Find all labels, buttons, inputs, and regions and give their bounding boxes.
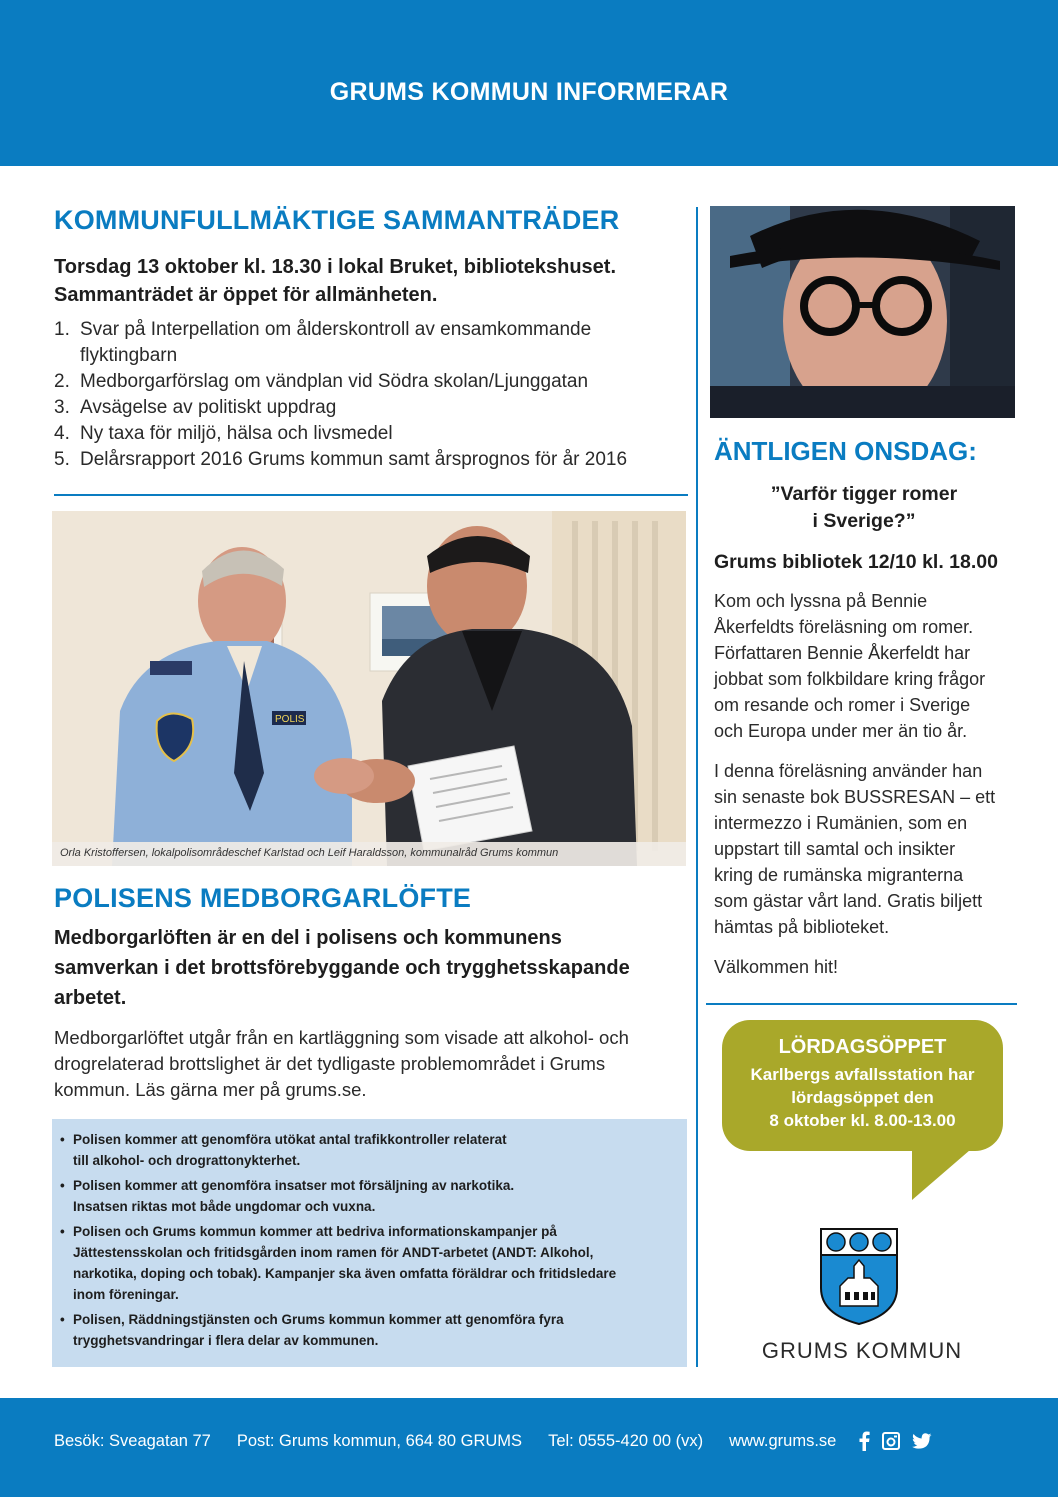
police-title: POLISENS MEDBORGARLÖFTE bbox=[54, 883, 472, 913]
footer-web-link[interactable]: www.grums.se bbox=[729, 1431, 837, 1450]
agenda-item bbox=[54, 421, 688, 447]
police-lead-line: Medborgarlöften är en del i polisens och kommunens bbox=[54, 927, 562, 949]
event-paragraph-2 bbox=[710, 758, 1018, 940]
event-text-line: om resande och romer i Sverige bbox=[714, 695, 971, 715]
police-body-line: drogrelaterad brottslighet är det tydligaste problemområdet i Grums bbox=[54, 1053, 606, 1074]
event-text-line: sin senaste bok BUSSRESAN – ett bbox=[714, 787, 996, 807]
event-welcome: Välkommen hit! bbox=[714, 957, 839, 977]
agenda-item bbox=[54, 369, 688, 395]
side-divider bbox=[706, 1003, 1017, 1005]
footer bbox=[0, 1398, 1058, 1497]
agenda-list bbox=[54, 317, 688, 473]
pledge-text: Polisen, Räddningstjänsten och Grums kommun kommer att genomföra fyra bbox=[73, 1312, 564, 1327]
logo-name: GRUMS KOMMUN bbox=[761, 1338, 963, 1363]
pledge-item: • Polisen och Grums kommun kommer att bedriva informationskampanjer på Jättestensskolan och fritidsgården inom ramen för ANDT-arbetet (ANDT: Alkohol, narkotika, doping och tobak). Kampanjer ska även omfatta föräldrar och fritidsledare inom föreningar. bbox=[60, 1224, 617, 1302]
twitter-icon[interactable] bbox=[912, 1433, 932, 1449]
footer-tel: Tel: 0555-420 00 (vx) bbox=[548, 1431, 704, 1450]
social-links bbox=[858, 1431, 932, 1451]
pledge-box bbox=[52, 1119, 687, 1367]
pledge-text: Insatsen riktas mot både ungdomar och vuxna. bbox=[73, 1199, 376, 1214]
event-quote bbox=[710, 481, 1018, 535]
meeting-lead-line: Torsdag 13 oktober kl. 18.30 i lokal Bruket, bibliotekshuset. bbox=[54, 256, 617, 278]
event-text-line: uppstart till samtal och insikter bbox=[714, 839, 956, 859]
event-text-line: kring de rumänska migranterna bbox=[714, 865, 964, 885]
agenda-item bbox=[54, 447, 688, 473]
instagram-icon[interactable] bbox=[882, 1432, 900, 1450]
agenda-text: Medborgarförslag om vändplan vid Södra skolan/Ljunggatan bbox=[80, 371, 589, 392]
meeting-title: KOMMUNFULLMÄKTIGE SAMMANTRÄDER bbox=[54, 205, 620, 235]
facebook-icon[interactable] bbox=[858, 1431, 870, 1451]
event-text-line: I denna föreläsning använder han bbox=[714, 761, 983, 781]
pledge-text: narkotika, doping och tobak). Kampanjer ska även omfatta föräldrar och fritidsledare bbox=[73, 1266, 617, 1281]
pledge-text: till alkohol- och drograttonykterhet. bbox=[73, 1153, 301, 1168]
pledge-text: Polisen kommer att genomföra insatser mot försäljning av narkotika. bbox=[73, 1178, 515, 1193]
event-section bbox=[710, 436, 1018, 980]
agenda-number: 1. bbox=[54, 319, 70, 340]
police-body bbox=[54, 1025, 688, 1103]
meeting-lead bbox=[54, 253, 688, 309]
bubble-text bbox=[722, 1063, 1003, 1132]
footer-contact-row bbox=[54, 1431, 932, 1451]
pledge-item: • Polisen, Räddningstjänsten och Grums kommun kommer att genomföra fyra trygghetsvandringar i flera delar av kommunen. bbox=[60, 1312, 564, 1348]
agenda-text: Ny taxa för miljö, hälsa och livsmedel bbox=[80, 423, 393, 444]
pledge-item: • Polisen kommer att genomföra insatser mot försäljning av narkotika. Insatsen riktas mot både ungdomar och vuxna. bbox=[60, 1178, 515, 1214]
saturday-open-bubble bbox=[722, 1020, 1003, 1151]
event-quote-line: ”Varför tigger romer bbox=[770, 483, 958, 505]
speaker-portrait bbox=[710, 206, 1015, 418]
coat-of-arms-icon bbox=[818, 1226, 900, 1326]
police-body-line: kommun. Läs gärna mer på grums.se. bbox=[54, 1079, 367, 1100]
event-text-line: Författaren Bennie Åkerfeldt har bbox=[714, 643, 971, 663]
photo-caption: Orla Kristoffersen, lokalpolisområdeschef Karlstad och Leif Haraldsson, kommunalråd Grums kommun bbox=[52, 842, 686, 866]
header-bar bbox=[0, 0, 1058, 166]
badge-text: POLIS bbox=[275, 714, 305, 725]
agenda-number: 5. bbox=[54, 449, 70, 470]
agenda-text: Svar på Interpellation om ålderskontroll av ensamkommande bbox=[80, 319, 592, 340]
police-lead-line: samverkan i det brottsförebyggande och trygghetsskapande bbox=[54, 957, 630, 979]
pledge-list bbox=[60, 1129, 677, 1351]
agenda-item bbox=[54, 317, 688, 369]
agenda-text: Avsägelse av politiskt uppdrag bbox=[80, 397, 337, 418]
bubble-tail bbox=[912, 1150, 970, 1200]
pledge-text: trygghetsvandringar i flera delar av kommunen. bbox=[73, 1333, 379, 1348]
column-divider bbox=[696, 207, 698, 1367]
police-body-line: Medborgarlöftet utgår från en kartläggning som visade att alkohol- och bbox=[54, 1027, 629, 1048]
meeting-lead-line: Sammanträdet är öppet för allmänheten. bbox=[54, 284, 438, 306]
section-divider bbox=[54, 494, 688, 496]
agenda-text: Delårsrapport 2016 Grums kommun samt årsprognos för år 2016 bbox=[80, 449, 628, 470]
event-text-line: Åkerfeldts föreläsning om romer. bbox=[714, 617, 974, 637]
pledge-text: Polisen kommer att genomföra utökat antal trafikkontroller relaterat bbox=[73, 1132, 507, 1147]
handshake-photo bbox=[52, 511, 686, 866]
event-quote-line: i Sverige?” bbox=[812, 510, 916, 532]
bubble-line: Karlbergs avfallsstation har bbox=[750, 1065, 975, 1084]
event-when: Grums bibliotek 12/10 kl. 18.00 bbox=[714, 551, 998, 573]
footer-visit: Besök: Sveagatan 77 bbox=[54, 1431, 211, 1450]
police-section bbox=[54, 883, 688, 1103]
pledge-text: Jättestensskolan och fritidsgården inom ramen för ANDT-arbetet (ANDT: Alkohol, bbox=[73, 1245, 594, 1260]
agenda-item bbox=[54, 395, 688, 421]
handshake-illustration bbox=[52, 511, 686, 866]
agenda-number: 2. bbox=[54, 371, 70, 392]
portrait-illustration bbox=[710, 206, 1015, 418]
meeting-section bbox=[54, 205, 688, 473]
event-text-line: Kom och lyssna på Bennie bbox=[714, 591, 928, 611]
police-lead-line: arbetet. bbox=[54, 987, 127, 1009]
event-text-line: intermezzo i Rumänien, som en bbox=[714, 813, 968, 833]
event-text-line: hämtas på biblioteket. bbox=[714, 917, 890, 937]
event-text-line: jobbat som folkbildare kring frågor bbox=[714, 669, 986, 689]
bubble-line: 8 oktober kl. 8.00-13.00 bbox=[769, 1111, 956, 1130]
page-title: GRUMS KOMMUN INFORMERAR bbox=[329, 78, 729, 106]
pledge-text: Polisen och Grums kommun kommer att bedriva informationskampanjer på bbox=[73, 1224, 557, 1239]
agenda-text: flyktingbarn bbox=[80, 345, 178, 366]
bubble-line: lördagsöppet den bbox=[791, 1088, 934, 1107]
pledge-text: inom föreningar. bbox=[73, 1287, 179, 1302]
bubble-title: LÖRDAGSÖPPET bbox=[778, 1036, 947, 1058]
event-text-line: och Europa under mer än tio år. bbox=[714, 721, 968, 741]
footer-post: Post: Grums kommun, 664 80 GRUMS bbox=[236, 1431, 523, 1450]
event-text-line: som gästar vårt land. Gratis biljett bbox=[714, 891, 983, 911]
agenda-number: 4. bbox=[54, 423, 70, 444]
police-lead bbox=[54, 923, 688, 1013]
event-paragraph-1 bbox=[710, 588, 1018, 744]
pledge-item: • Polisen kommer att genomföra utökat antal trafikkontroller relaterat till alkohol- och drograttonykterhet. bbox=[60, 1132, 507, 1168]
event-title: ÄNTLIGEN ONSDAG: bbox=[714, 436, 977, 466]
agenda-number: 3. bbox=[54, 397, 70, 418]
